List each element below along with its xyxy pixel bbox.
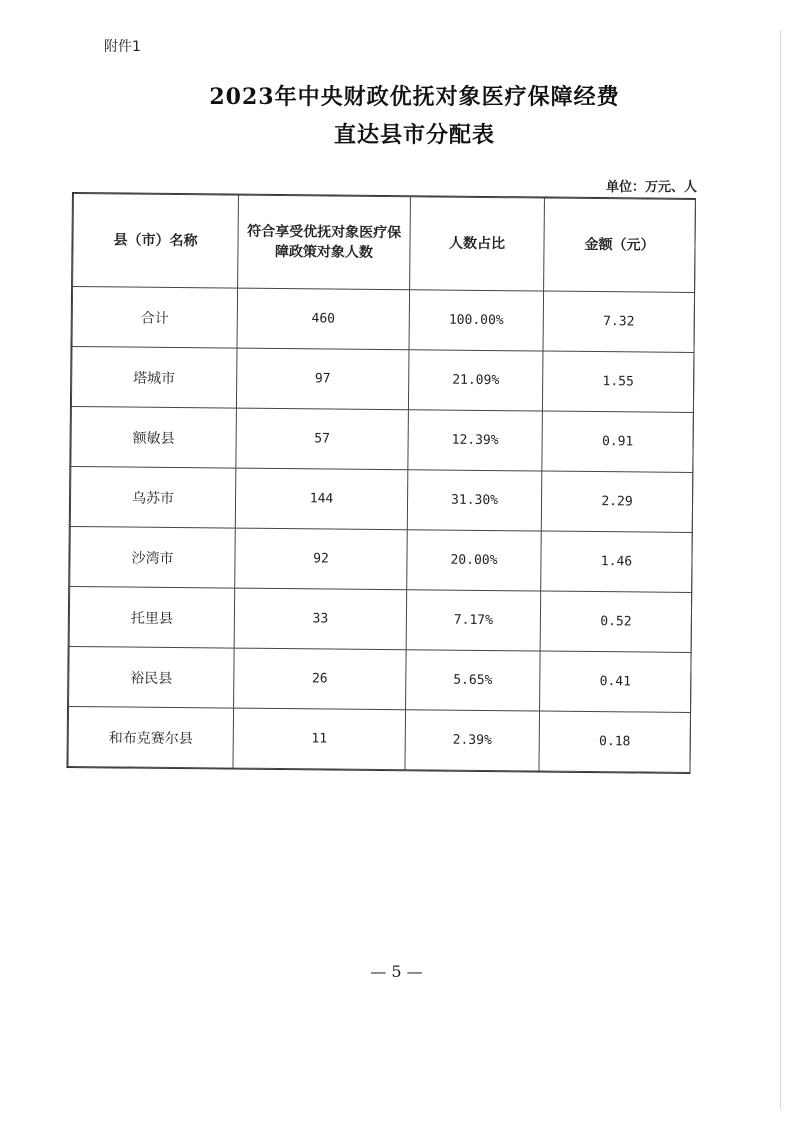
table-header-row [73, 194, 696, 293]
table-row [70, 526, 693, 592]
cell-share: 31.30% [407, 470, 542, 531]
cell-amount: 0.91 [542, 411, 694, 472]
document-title-line-1: 2023年中央财政优抚对象医疗保障经费 [209, 84, 620, 110]
cell-name: 乌苏市 [70, 467, 236, 529]
cell-share: 2.39% [405, 710, 540, 771]
header-eligible-count: 符合享受优抚对象医疗保障政策对象人数 [238, 195, 411, 290]
cell-name: 合计 [72, 287, 238, 349]
cell-count: 11 [233, 708, 406, 770]
table-row-total [72, 287, 695, 353]
cell-name: 沙湾市 [70, 526, 236, 588]
attachment-label: 附件1 [104, 39, 141, 55]
cell-amount: 0.52 [540, 591, 692, 652]
table-row [69, 586, 692, 652]
cell-name: 塔城市 [71, 347, 237, 409]
cell-share: 20.00% [407, 530, 542, 591]
scan-edge-line [780, 30, 781, 1110]
table-row [71, 407, 694, 473]
table-row [69, 646, 692, 712]
header-share: 人数占比 [410, 197, 545, 291]
cell-share: 21.09% [408, 350, 543, 411]
cell-share: 7.17% [406, 590, 541, 651]
cell-count: 97 [236, 348, 409, 410]
unit-note: 单位：万元、人 [605, 180, 697, 195]
table-row [70, 467, 693, 533]
cell-count: 92 [235, 528, 408, 590]
cell-amount: 0.41 [540, 651, 692, 712]
cell-name: 额敏县 [71, 407, 237, 469]
cell-amount: 1.46 [541, 531, 693, 592]
cell-amount: 2.29 [541, 471, 693, 532]
cell-count: 57 [236, 408, 409, 470]
header-amount: 金额（元） [544, 198, 696, 292]
cell-amount: 1.55 [542, 351, 694, 412]
cell-share: 5.65% [406, 650, 541, 711]
cell-count: 144 [235, 468, 408, 530]
cell-name: 托里县 [69, 586, 235, 648]
cell-amount: 7.32 [543, 291, 695, 352]
cell-count: 460 [237, 288, 410, 350]
table-row [71, 347, 694, 413]
allocation-table [66, 192, 696, 774]
table-row [68, 706, 691, 772]
cell-share: 12.39% [408, 410, 543, 471]
cell-count: 33 [234, 588, 407, 650]
cell-name: 裕民县 [69, 646, 235, 708]
page-number: — 5 — [370, 962, 423, 981]
cell-count: 26 [234, 648, 407, 710]
cell-amount: 0.18 [539, 711, 691, 772]
cell-share: 100.00% [409, 290, 544, 351]
header-county-name: 县（市）名称 [73, 194, 239, 289]
document-title-line-2: 直达县市分配表 [333, 122, 495, 148]
cell-name: 和布克赛尔县 [68, 706, 234, 768]
